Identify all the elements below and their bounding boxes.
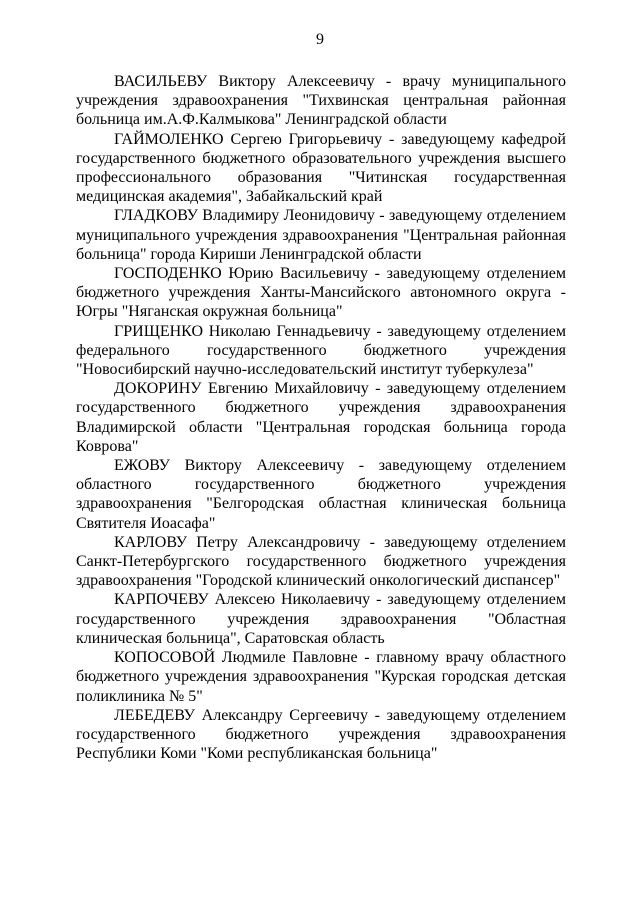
list-item: ГЛАДКОВУ Владимиру Леонидовичу - заведующему отделением муниципального учреждения здравоохранения "Центральная районная больница" города Кириши Ленинградской области [76,207,566,263]
list-item: КОПОСОВОЙ Людмиле Павловне - главному врачу областного бюджетного учреждения здравоохранения "Курская городская детская поликлиника № 5" [76,649,566,705]
list-item: ЕЖОВУ Виктору Алексеевичу - заведующему отделением областного государственного бюджетного учреждения здравоохранения "Белгородская областная клиническая больница Святителя Иоасафа" [76,457,566,532]
list-item: ВАСИЛЬЕВУ Виктору Алексеевичу - врачу муниципального учреждения здравоохранения "Тихвинская центральная районная больница им.А.Ф.Калмыкова" Ленинградской области [76,73,566,129]
list-item: КАРПОЧЕВУ Алексею Николаевичу - заведующему отделением государственного учреждения здравоохранения "Областная клиническая больница", Саратовская область [76,591,566,647]
list-item: ЛЕБЕДЕВУ Александру Сергеевичу - заведующему отделением государственного бюджетного учреждения здравоохранения Республики Коми "Коми республиканская больница" [76,706,566,763]
list-item: КАРЛОВУ Петру Александровичу - заведующему отделением Санкт-Петербургского государственного бюджетного учреждения здравоохранения "Городской клинический онкологический диспансер" [76,533,566,590]
list-item: ГОСПОДЕНКО Юрию Васильевичу - заведующему отделением бюджетного учреждения Ханты-Мансийского автономного округа - Югры "Няганская окружная больница" [76,265,566,321]
award-list [76,72,566,763]
page-number: 9 [316,31,324,48]
list-item: ГРИЩЕНКО Николаю Геннадьевичу - заведующему отделением федерального государственного бюджетного учреждения "Новосибирский научно-исследовательский институт туберкулеза" [76,322,566,379]
list-item: ДОКОРИНУ Евгению Михайловичу - заведующему отделением государственного бюджетного учреждения здравоохранения Владимирской области "Центральная городская больница города Коврова" [76,380,566,455]
list-item: ГАЙМОЛЕНКО Сергею Григорьевичу - заведующему кафедрой государственного бюджетного образовательного учреждения высшего профессионального образования "Читинская государственная медицинская академия", Забайкальский край [76,130,566,206]
